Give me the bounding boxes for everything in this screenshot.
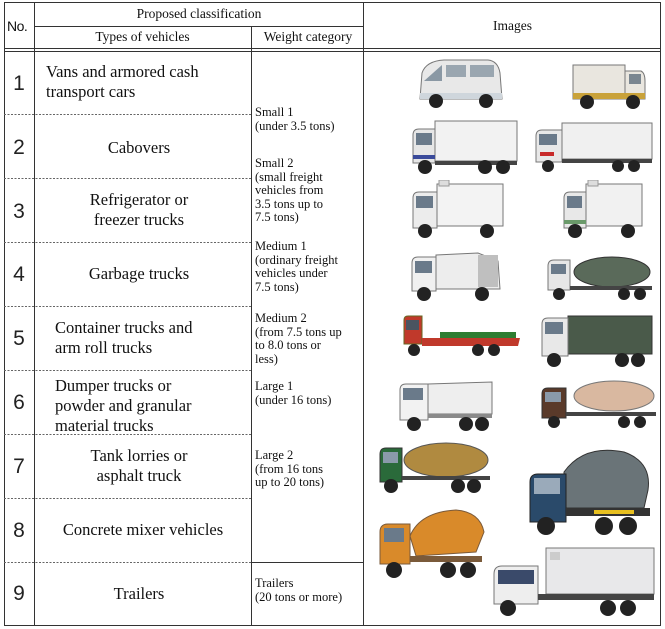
dump-truck-image — [396, 374, 496, 434]
weight-large-1: Large 1 (under 16 tons) — [255, 379, 332, 407]
row-number-9: 9 — [13, 582, 25, 605]
weight-small-2: Small 2 (small freight vehicles from 3.5 tons up to 7.5 tons) — [255, 156, 324, 224]
flatbed-container-truck-image — [400, 312, 524, 364]
tank-lorry-image — [376, 438, 492, 496]
vehicle-type-7: Tank lorries or asphalt truck — [90, 446, 188, 485]
concrete-mixer-image — [376, 502, 488, 582]
arm-roll-truck-image — [538, 310, 654, 370]
weight-medium-2: Medium 2 (from 7.5 tons up to 8.0 tons or less) — [255, 311, 342, 366]
cabover-truck-image — [409, 117, 519, 177]
weight-category-header: Weight category — [263, 29, 353, 44]
number-column-header: No. — [7, 18, 28, 34]
cabover-truck-2-image — [532, 120, 654, 174]
armored-truck-image — [569, 57, 649, 112]
images-column-header: Images — [493, 18, 532, 33]
vacuum-truck-image — [544, 250, 654, 304]
vehicle-type-8: Concrete mixer vehicles — [62, 520, 224, 539]
row-number-3: 3 — [13, 200, 25, 223]
row-number-8: 8 — [13, 519, 25, 542]
row-number-5: 5 — [13, 327, 25, 350]
proposed-classification-header: Proposed classification — [136, 6, 262, 21]
vehicle-type-4: Garbage trucks — [88, 264, 190, 283]
vehicle-type-3: Refrigerator or freezer trucks — [89, 190, 189, 229]
weight-large-2: Large 2 (from 16 tons up to 20 tons) — [255, 448, 325, 489]
asphalt-truck-image — [524, 442, 656, 538]
garbage-truck-image — [408, 245, 504, 303]
row-number-7: 7 — [13, 455, 25, 478]
row-number-6: 6 — [13, 391, 25, 414]
row-number-1: 1 — [13, 72, 25, 95]
vehicle-type-9: Trailers — [113, 584, 165, 603]
minivan-image — [414, 55, 504, 113]
freezer-truck-image — [560, 180, 644, 240]
row-number-4: 4 — [13, 263, 25, 286]
weight-small-1: Small 1 (under 3.5 tons) — [255, 105, 335, 133]
vehicle-type-5: Container trucks and arm roll trucks — [55, 318, 193, 357]
vehicle-type-1: Vans and armored cash transport cars — [46, 62, 199, 101]
vehicle-type-6: Dumper trucks or powder and granular material trucks — [55, 376, 192, 435]
refrigerator-truck-image — [409, 180, 505, 240]
weight-trailers: Trailers (20 tons or more) — [255, 576, 343, 604]
vehicle-classification-table — [4, 2, 661, 626]
row-number-2: 2 — [13, 136, 25, 159]
trailer-truck-image — [488, 544, 658, 618]
weight-medium-1: Medium 1 (ordinary freight vehicles under 7.5 tons) — [255, 239, 338, 294]
types-of-vehicles-header: Types of vehicles — [95, 29, 190, 44]
vehicle-type-2: Cabovers — [107, 138, 171, 157]
powder-tank-truck-image — [538, 376, 658, 432]
